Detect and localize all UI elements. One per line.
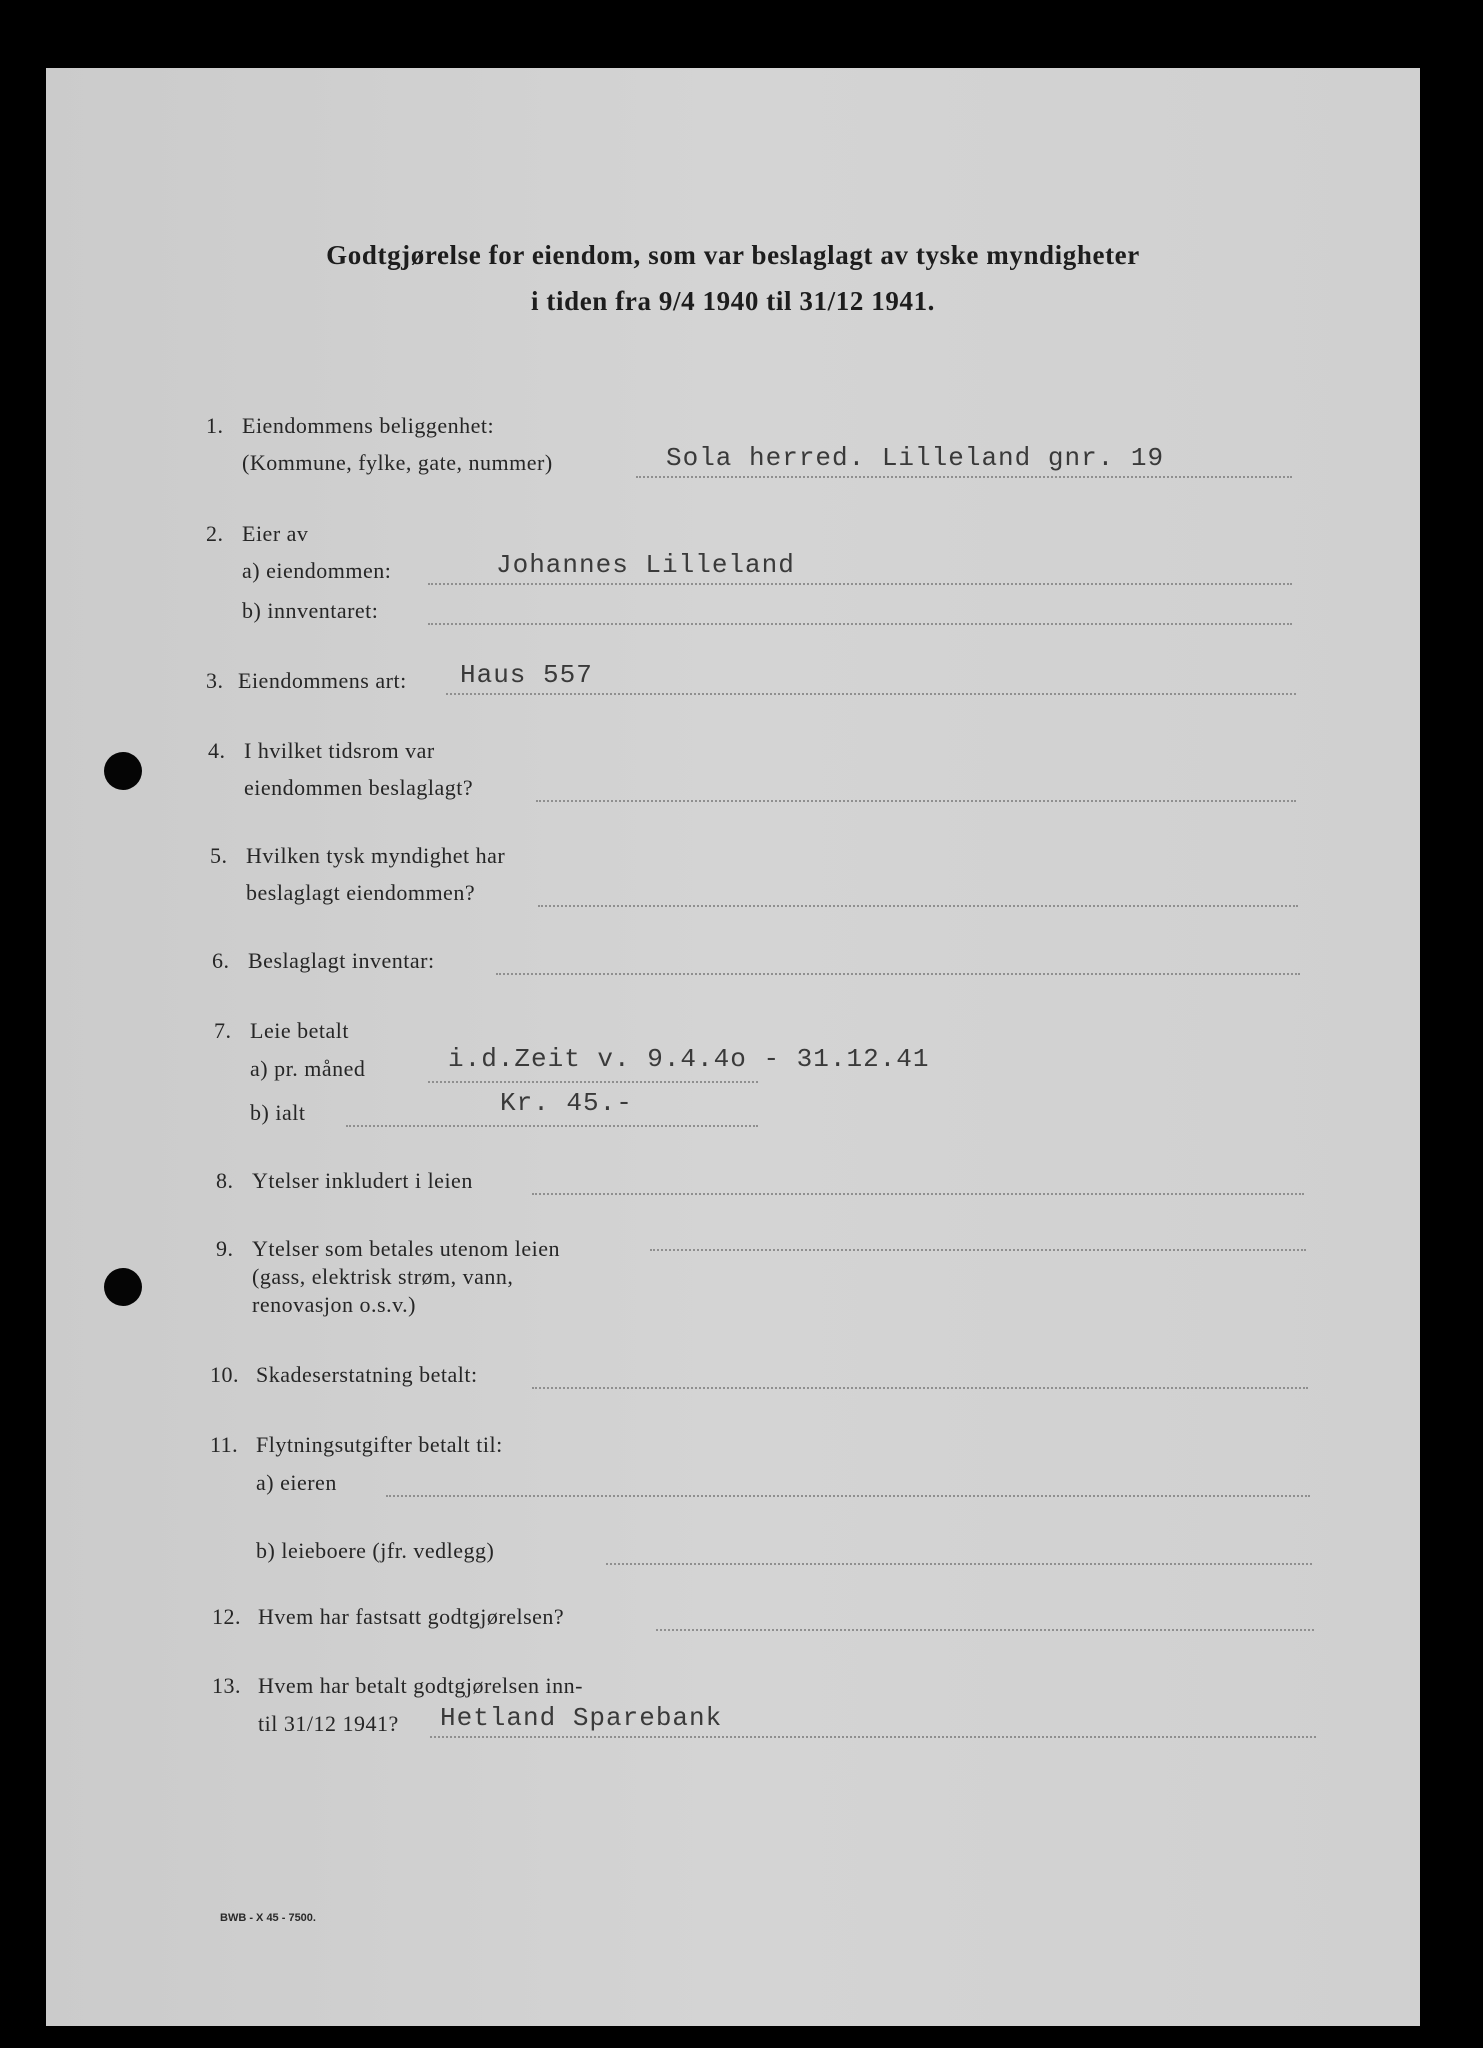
item-12-number: 12.: [212, 1604, 241, 1629]
item-7a-value: i.d.Zeit v. 9.4.4o - 31.12.41: [448, 1044, 930, 1074]
item-4-label: I hvilket tidsrom var: [244, 738, 435, 763]
item-7a-field-line: [428, 1081, 758, 1083]
item-13-number: 13.: [212, 1673, 241, 1698]
item-12-label: Hvem har fastsatt godtgjørelsen?: [258, 1604, 565, 1629]
item-11-number: 11.: [210, 1432, 239, 1457]
item-9-number: 9.: [216, 1236, 234, 1261]
item-5-field-line: [538, 905, 1298, 907]
item-2b-label: b) innventaret:: [242, 598, 379, 623]
item-10-label: Skadeserstatning betalt:: [256, 1362, 478, 1387]
form-paper: [46, 68, 1420, 2026]
item-3-value: Haus 557: [460, 660, 593, 690]
item-2-number: 2.: [206, 521, 224, 546]
item-3-field-line: [446, 693, 1296, 695]
item-7-label: Leie betalt: [250, 1018, 349, 1043]
form-title-line-1: Godtgjørelse for eiendom, som var beslaglagt av tyske myndigheter: [326, 240, 1140, 270]
item-1-value: Sola herred. Lilleland gnr. 19: [666, 443, 1165, 473]
item-11a-field-line: [386, 1495, 1310, 1497]
item-8-number: 8.: [216, 1168, 234, 1193]
item-5-number: 5.: [210, 843, 228, 868]
item-10-number: 10.: [210, 1362, 239, 1387]
printer-imprint: BWB - X 45 - 7500.: [220, 1912, 316, 1924]
item-2a-label: a) eiendommen:: [242, 558, 392, 583]
item-11b-label: b) leieboere (jfr. vedlegg): [256, 1538, 495, 1563]
item-12-field-line: [656, 1629, 1314, 1631]
item-10-field-line: [532, 1387, 1308, 1389]
item-1-field-line: [636, 476, 1292, 478]
item-13-sublabel: til 31/12 1941?: [258, 1711, 399, 1736]
form-title-line-2: i tiden fra 9/4 1940 til 31/12 1941.: [530, 286, 936, 316]
item-13-label: Hvem har betalt godtgjørelsen inn-: [258, 1673, 583, 1698]
item-7b-field-line: [346, 1125, 758, 1127]
item-8-field-line: [532, 1193, 1304, 1195]
item-7-number: 7.: [214, 1018, 232, 1043]
item-9-field-line: [650, 1249, 1306, 1251]
item-11-label: Flytningsutgifter betalt til:: [256, 1432, 503, 1457]
item-4-field-line: [536, 800, 1296, 802]
item-1-number: 1.: [206, 413, 224, 438]
punch-hole-lower: [104, 1268, 142, 1306]
item-4-number: 4.: [208, 738, 226, 763]
item-7b-value: Kr. 45.-: [500, 1088, 633, 1118]
item-2b-field-line: [428, 623, 1292, 625]
item-2a-field-line: [428, 583, 1292, 585]
item-13-value: Hetland Sparebank: [440, 1703, 723, 1733]
item-9-sublabel-2: renovasjon o.s.v.): [252, 1292, 416, 1317]
item-7a-label: a) pr. måned: [250, 1056, 366, 1081]
item-2a-value: Johannes Lilleland: [496, 550, 795, 580]
item-1-sublabel: (Kommune, fylke, gate, nummer): [242, 450, 553, 475]
item-6-field-line: [496, 973, 1300, 975]
item-13-field-line: [430, 1736, 1316, 1738]
punch-hole-upper: [104, 752, 142, 790]
item-1-label: Eiendommens beliggenhet:: [242, 413, 495, 438]
item-11a-label: a) eieren: [256, 1470, 337, 1495]
item-9-sublabel-1: (gass, elektrisk strøm, vann,: [252, 1264, 514, 1289]
item-5-label: Hvilken tysk myndighet har: [246, 843, 506, 868]
item-9-label: Ytelser som betales utenom leien: [252, 1236, 561, 1261]
item-7b-label: b) ialt: [250, 1100, 306, 1125]
item-3-label: Eiendommens art:: [238, 668, 407, 693]
item-3-number: 3.: [206, 668, 224, 693]
item-4-sublabel: eiendommen beslaglagt?: [244, 775, 474, 800]
item-6-number: 6.: [212, 948, 230, 973]
item-5-sublabel: beslaglagt eiendommen?: [246, 880, 476, 905]
item-2-label: Eier av: [242, 521, 309, 546]
item-11b-field-line: [606, 1563, 1312, 1565]
item-8-label: Ytelser inkludert i leien: [252, 1168, 473, 1193]
item-6-label: Beslaglagt inventar:: [248, 948, 435, 973]
